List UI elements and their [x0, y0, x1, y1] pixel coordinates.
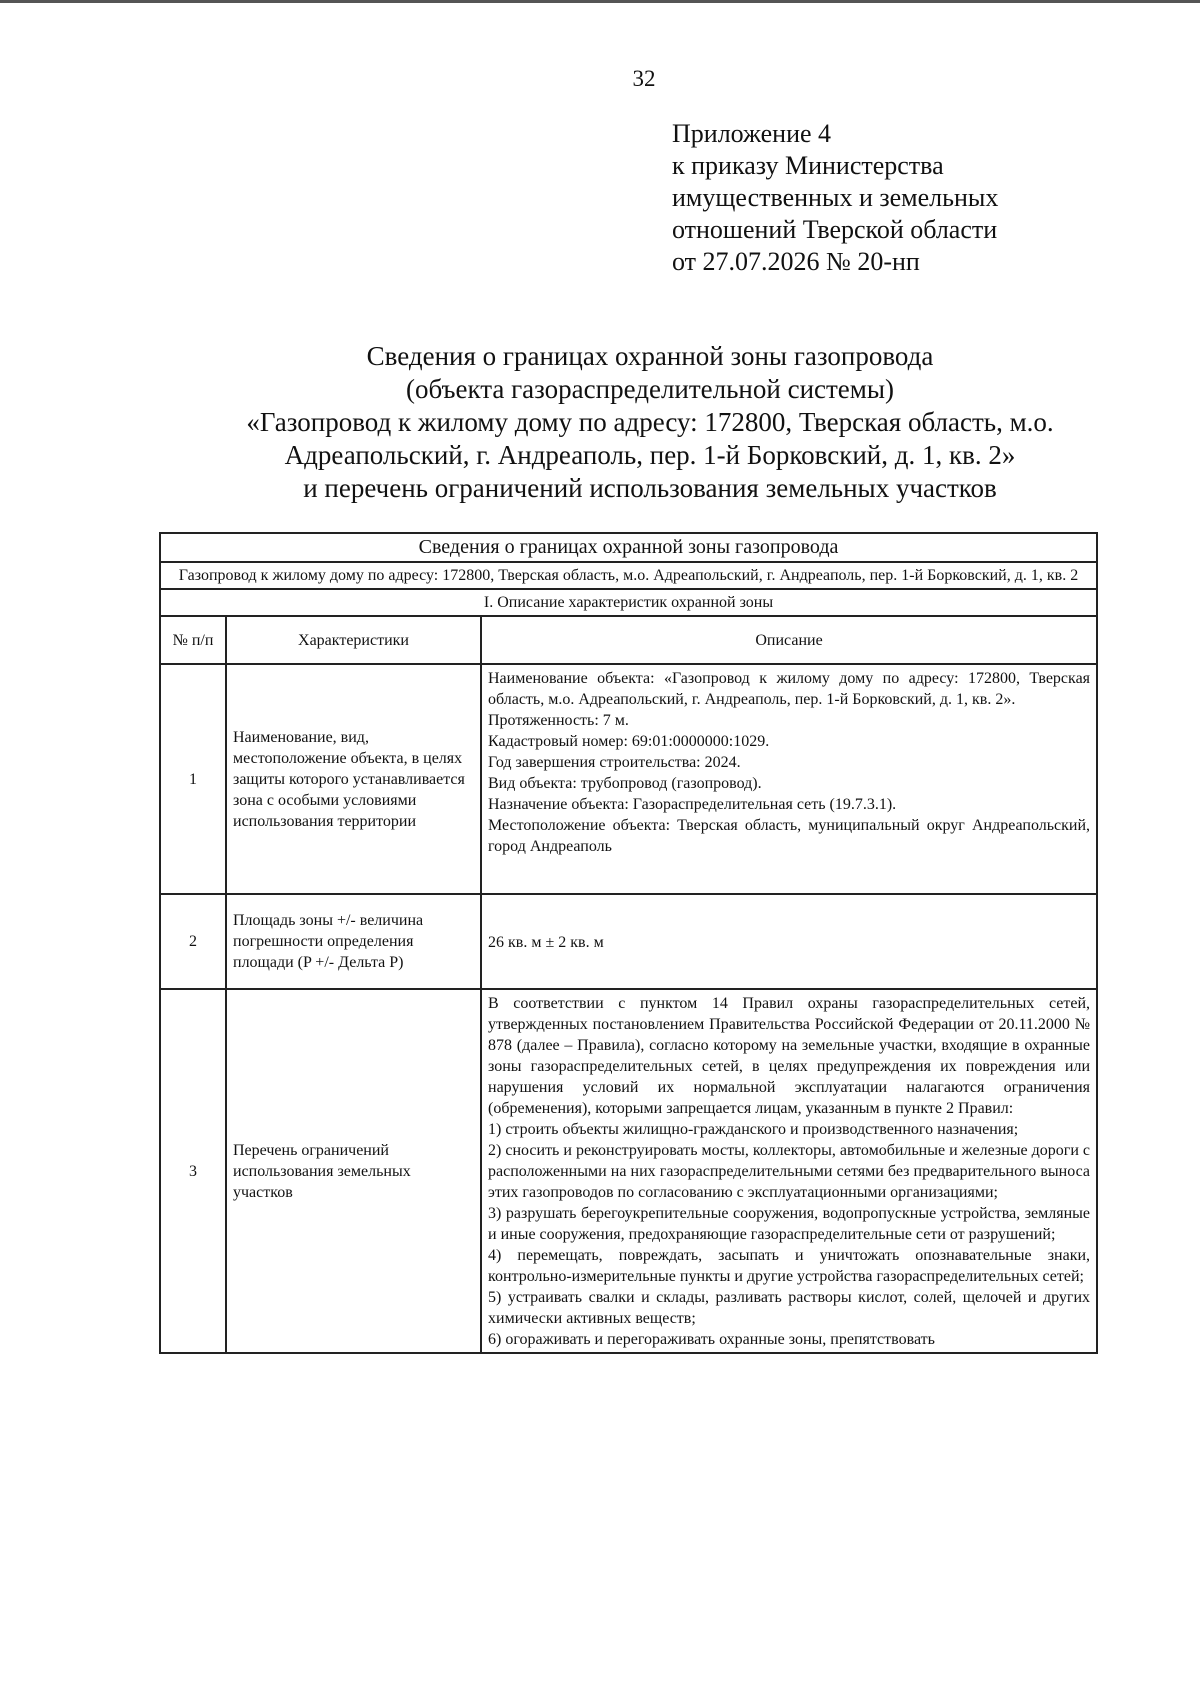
table-section-title: I. Описание характеристик охранной зоны — [160, 589, 1097, 616]
title-line: Сведения о границах охранной зоны газопровода — [366, 341, 934, 371]
description-line: Протяженность: 7 м. — [488, 712, 629, 729]
row-description — [481, 664, 1097, 894]
annex-line: от 27.07.2026 № 20-нп — [672, 247, 920, 276]
annex-line: Приложение 4 — [672, 119, 832, 148]
annex-line: к приказу Министерства — [672, 151, 944, 180]
description-line: В соответствии с пунктом 14 Правил охраны газораспределительных сетей, утвержденных постановлением Правительства Российской Федерации от 20.11.2000 № 878 (далее – Правила), согласно которому на земельные участки, входящие в охранные зоны газораспределительных сетей, в целях предупреждения их повреждения или нарушения условий их нормальной эксплуатации налагаются ограничения (обременения), которыми запрещается лицам, указанным в пункте 2 Правил: — [488, 995, 1091, 1117]
row-number: 1 — [160, 664, 226, 894]
description-line: Местоположение объекта: Тверская область, муниципальный округ Андреапольский, город Андреаполь — [488, 817, 1091, 855]
description-line: 2) сносить и реконструировать мосты, коллекторы, автомобильные и железные дороги с расположенными на них газораспределительными сетями без предварительного выноса этих газопроводов по согласованию с эксплуатационными организациями; — [488, 1142, 1091, 1201]
annex-line: имущественных и земельных — [672, 183, 999, 212]
description-line: Вид объекта: трубопровод (газопровод). — [488, 775, 762, 792]
table-row — [160, 664, 1097, 894]
title-line: (объекта газораспределительной системы) — [405, 374, 895, 404]
row-number: 3 — [160, 989, 226, 1353]
column-header-characteristics: Характеристики — [226, 616, 481, 664]
description-line: Назначение объекта: Газораспределительная сеть (19.7.3.1). — [488, 796, 897, 813]
annex-block — [672, 118, 998, 278]
row-characteristic: Наименование, вид, местоположение объекта, в целях защиты которого устанавливается зона с особыми условиями использования территории — [226, 664, 481, 894]
description-line: 5) устраивать свалки и склады, разливать растворы кислот, солей, щелочей и других химически активных веществ; — [488, 1289, 1091, 1327]
table-main-header: Сведения о границах охранной зоны газопровода — [160, 533, 1097, 562]
title-line: Адреапольский, г. Андреаполь, пер. 1-й Борковский, д. 1, кв. 2» — [284, 440, 1016, 470]
row-description — [481, 989, 1097, 1353]
protection-zone-table — [159, 532, 1098, 1354]
description-line: Год завершения строительства: 2024. — [488, 754, 741, 771]
title-line: «Газопровод к жилому дому по адресу: 172800, Тверская область, м.о. — [246, 407, 1054, 437]
annex-line: отношений Тверской области — [672, 215, 998, 244]
description-line: 3) разрушать берегоукрепительные сооружения, водопропускные устройства, земляные и иные сооружения, предохраняющие газораспределительные сети от разрушений; — [488, 1205, 1091, 1243]
column-header-description: Описание — [481, 616, 1097, 664]
row-characteristic: Перечень ограничений использования земельных участков — [226, 989, 481, 1353]
document-title — [150, 340, 1150, 505]
row-description — [481, 894, 1097, 989]
row-characteristic: Площадь зоны +/- величина погрешности определения площади (P +/- Дельта P) — [226, 894, 481, 989]
title-line: и перечень ограничений использования земельных участков — [303, 473, 997, 503]
description-line: Кадастровый номер: 69:01:0000000:1029. — [488, 733, 770, 750]
table-row — [160, 989, 1097, 1353]
table-row — [160, 894, 1097, 989]
row-number: 2 — [160, 894, 226, 989]
page-number: 32 — [632, 66, 656, 91]
description-line: 6) огораживать и перегораживать охранные зоны, препятствовать — [488, 1331, 935, 1348]
description-line: 4) перемещать, повреждать, засыпать и уничтожать опознавательные знаки, контрольно-измерительные пункты и другие устройства газораспределительных сетей; — [488, 1247, 1091, 1285]
description-line: 1) строить объекты жилищно-гражданского и производственного назначения; — [488, 1121, 1019, 1138]
column-header-number: № п/п — [160, 616, 226, 664]
description-line: Наименование объекта: «Газопровод к жилому дому по адресу: 172800, Тверская область, м.о. Адреапольский, г. Андреаполь, пер. 1-й Борковский, д. 1, кв. 2». — [488, 670, 1091, 708]
page-top-edge — [0, 0, 1200, 3]
table-object-header: Газопровод к жилому дому по адресу: 172800, Тверская область, м.о. Адреапольский, г. Андреаполь, пер. 1-й Борковский, д. 1, кв. 2 — [160, 562, 1097, 589]
description-line: 26 кв. м ± 2 кв. м — [488, 933, 604, 951]
